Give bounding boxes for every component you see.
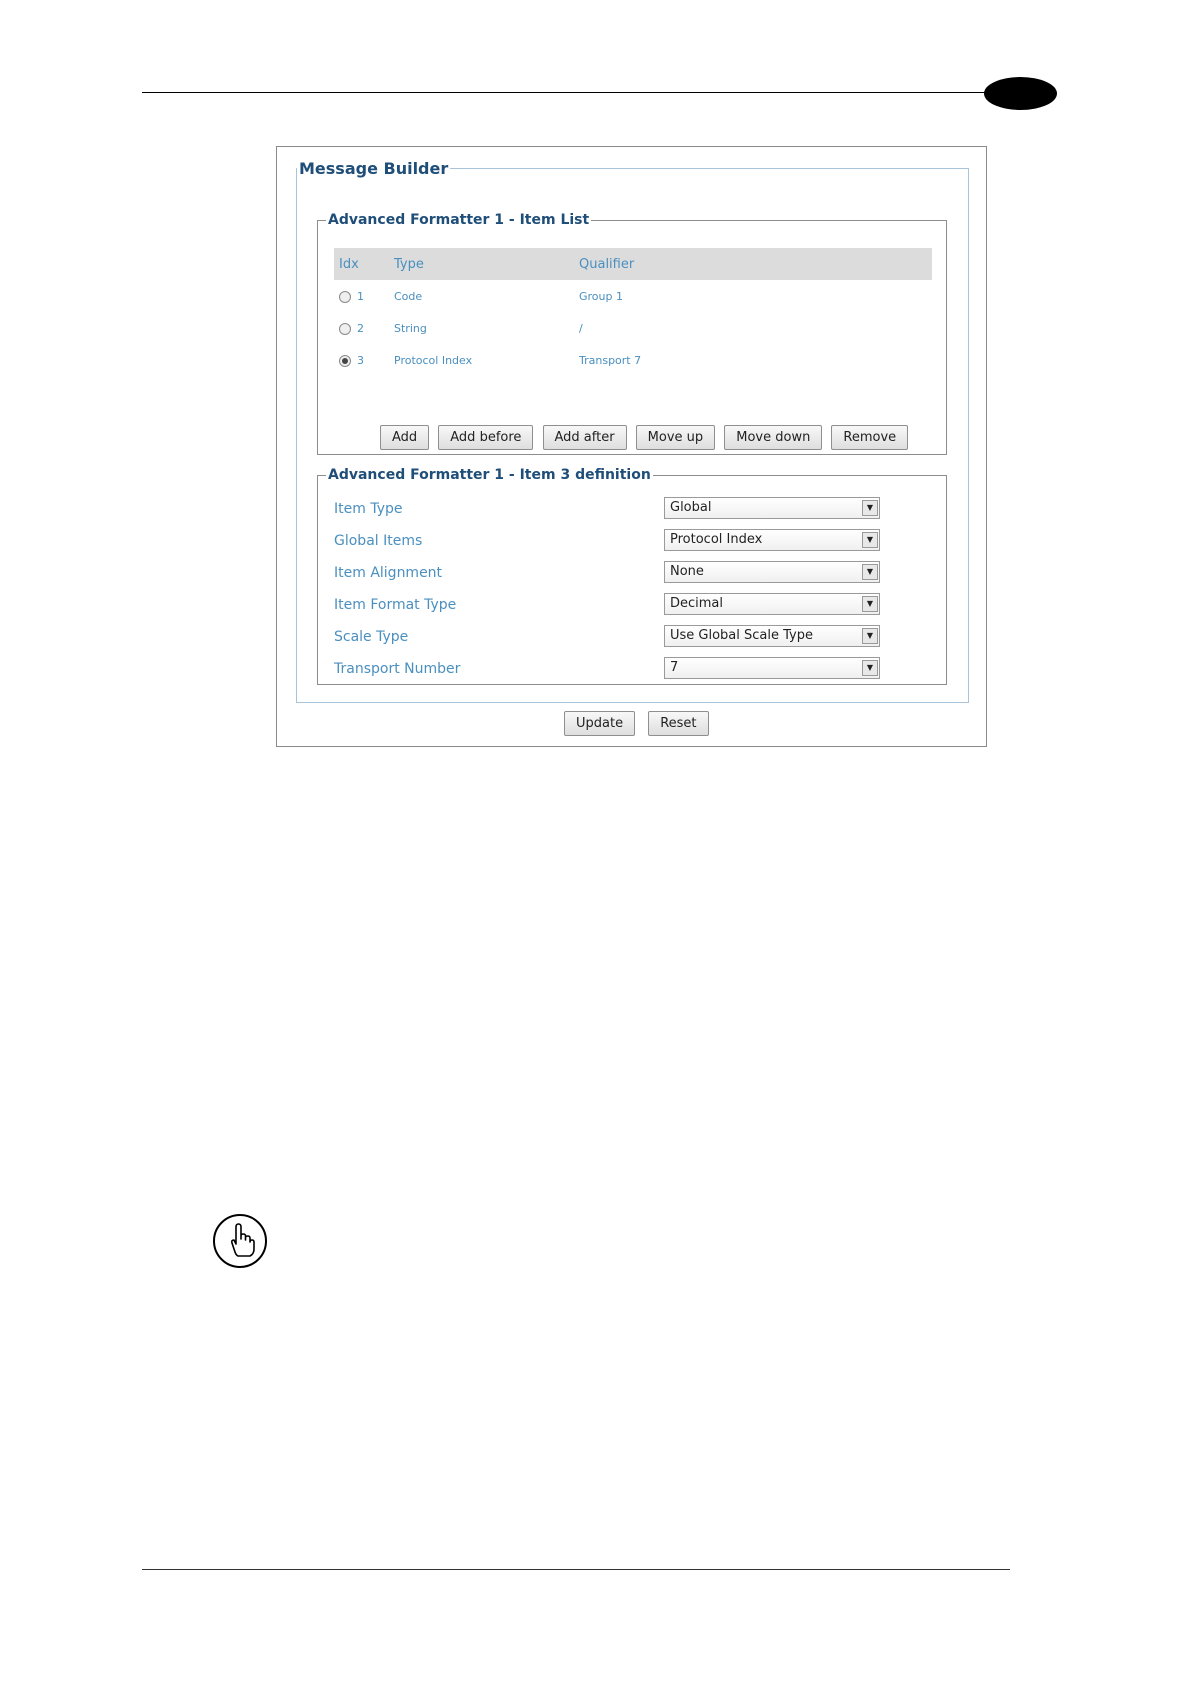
- item-alignment-select[interactable]: None ▼: [664, 561, 880, 583]
- item-definition-panel: [317, 467, 947, 685]
- column-header-qualifier: Qualifier: [574, 248, 932, 280]
- item-list-panel: [317, 212, 947, 455]
- scale-type-label: Scale Type: [334, 629, 409, 645]
- update-reset-buttons: [564, 711, 717, 736]
- add-button[interactable]: Add: [380, 425, 429, 450]
- item-definition-title: Advanced Formatter 1 - Item 3 definition: [328, 467, 651, 483]
- chevron-down-icon[interactable]: ▼: [862, 500, 878, 516]
- table-row[interactable]: [334, 344, 932, 376]
- message-builder-panel: [296, 159, 969, 703]
- header-rule: [142, 92, 1000, 93]
- scale-type-select[interactable]: Use Global Scale Type ▼: [664, 625, 880, 647]
- row-idx: 1: [357, 289, 364, 303]
- row-type: Protocol Index: [394, 353, 473, 367]
- table-header-row: [334, 248, 932, 280]
- row-idx: 3: [357, 353, 364, 367]
- row-type: String: [394, 321, 427, 335]
- page-tab-marker: [984, 77, 1057, 110]
- transport-number-row: [334, 657, 932, 681]
- scale-type-row: [334, 625, 932, 649]
- item-type-label: Item Type: [334, 501, 403, 517]
- global-items-label: Global Items: [334, 533, 423, 549]
- move-up-button[interactable]: Move up: [636, 425, 716, 450]
- chevron-down-icon[interactable]: ▼: [862, 628, 878, 644]
- message-builder-screenshot: [276, 146, 987, 747]
- update-button[interactable]: Update: [564, 711, 635, 736]
- row-qualifier: Transport 7: [579, 353, 642, 367]
- global-items-row: [334, 529, 932, 553]
- column-header-idx: Idx: [334, 248, 389, 280]
- global-items-select[interactable]: Protocol Index ▼: [664, 529, 880, 551]
- row-qualifier: /: [579, 321, 583, 335]
- item-format-type-select[interactable]: Decimal ▼: [664, 593, 880, 615]
- chevron-down-icon[interactable]: ▼: [862, 660, 878, 676]
- pointing-hand-icon: [211, 1212, 269, 1270]
- item-type-row: [334, 497, 932, 521]
- item-type-select[interactable]: Global ▼: [664, 497, 880, 519]
- table-row[interactable]: [334, 312, 932, 344]
- item-format-type-row: [334, 593, 932, 617]
- chevron-down-icon[interactable]: ▼: [862, 564, 878, 580]
- reset-button[interactable]: Reset: [648, 711, 708, 736]
- transport-number-select[interactable]: 7 ▼: [664, 657, 880, 679]
- footer-rule: [142, 1569, 1010, 1570]
- item-alignment-row: [334, 561, 932, 585]
- chevron-down-icon[interactable]: ▼: [862, 532, 878, 548]
- row-radio-button-selected[interactable]: [339, 355, 351, 367]
- message-builder-title: Message Builder: [299, 159, 449, 178]
- row-radio-button[interactable]: [339, 323, 351, 335]
- item-alignment-label: Item Alignment: [334, 565, 443, 581]
- transport-number-label: Transport Number: [334, 661, 461, 677]
- item-list-title: Advanced Formatter 1 - Item List: [328, 212, 590, 228]
- item-list-buttons: [380, 425, 912, 450]
- chevron-down-icon[interactable]: ▼: [862, 596, 878, 612]
- row-radio-button[interactable]: [339, 291, 351, 303]
- item-format-type-label: Item Format Type: [334, 597, 457, 613]
- row-qualifier: Group 1: [579, 289, 623, 303]
- row-idx: 2: [357, 321, 364, 335]
- table-row[interactable]: [334, 280, 932, 312]
- add-after-button[interactable]: Add after: [543, 425, 627, 450]
- item-list-table: [334, 248, 932, 376]
- remove-button[interactable]: Remove: [831, 425, 908, 450]
- column-header-type: Type: [389, 248, 574, 280]
- add-before-button[interactable]: Add before: [438, 425, 533, 450]
- move-down-button[interactable]: Move down: [724, 425, 822, 450]
- row-type: Code: [394, 289, 423, 303]
